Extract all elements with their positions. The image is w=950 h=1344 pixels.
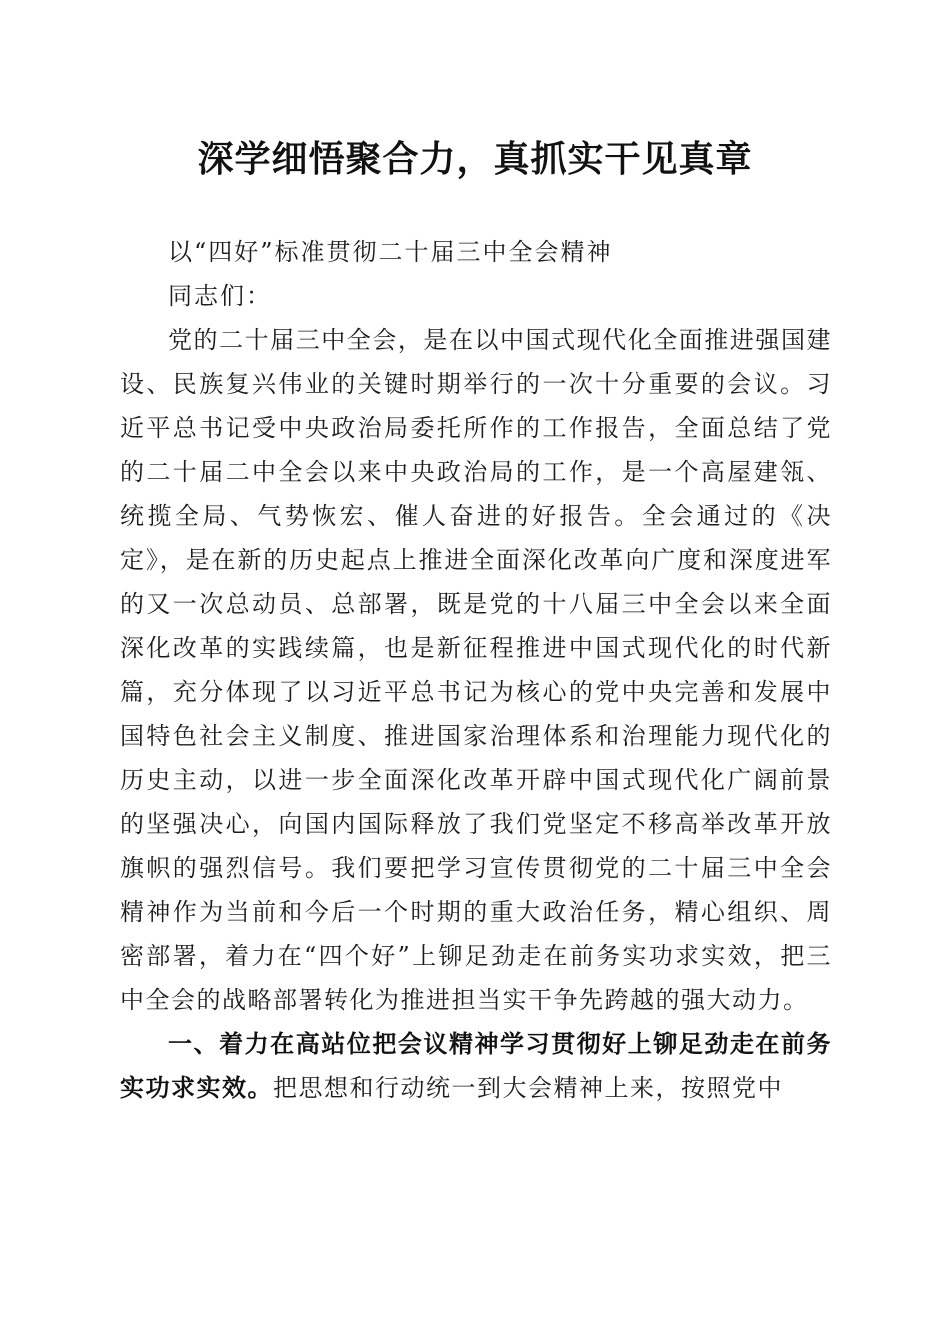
subtitle: 以“四好”标准贯彻二十届三中全会精神: [168, 238, 613, 266]
section-heading: 一、着力在高站位把会议精神学习贯彻好上铆足劲走在前务实功求实效。: [120, 1029, 832, 1102]
document-title: 深学细悟聚合力，真抓实干见真章: [197, 138, 753, 180]
paragraph-section-1: [120, 1022, 832, 1110]
document-body: [120, 230, 832, 1110]
paragraph-intro: 党的二十届三中全会，是在以中国式现代化全面推进强国建设、民族复兴伟业的关键时期举行的一次十分重要的会议。习近平总书记受中央政治局委托所作的工作报告，全面总结了党的二十届二中全会以来中央政治局的工作，是一个高屋建瓴、统揽全局、气势恢宏、催人奋进的好报告。全会通过的《决定》，是在新的历史起点上推进全面深化改革向广度和深度进军的又一次总动员、总部署，既是党的十八届三中全会以来全面深化改革的实践续篇，也是新征程推进中国式现代化的时代新篇，充分体现了以习近平总书记为核心的党中央完善和发展中国特色社会主义制度、推进国家治理体系和治理能力现代化的历史主动，以进一步全面深化改革开辟中国式现代化广阔前景的坚强决心，向国内国际释放了我们党坚定不移高举改革开放旗帜的强烈信号。我们要把学习宣传贯彻党的二十届三中全会精神作为当前和今后一个时期的重大政治任务，精心组织、周密部署，着力在“四个好”上铆足劲走在前务实功求实效，把三中全会的战略部署转化为推进担当实干争先跨越的强大动力。: [120, 326, 832, 1014]
salutation: 同志们：: [168, 282, 272, 310]
section-text: 把思想和行动统一到大会精神上来，按照党中: [273, 1074, 783, 1102]
